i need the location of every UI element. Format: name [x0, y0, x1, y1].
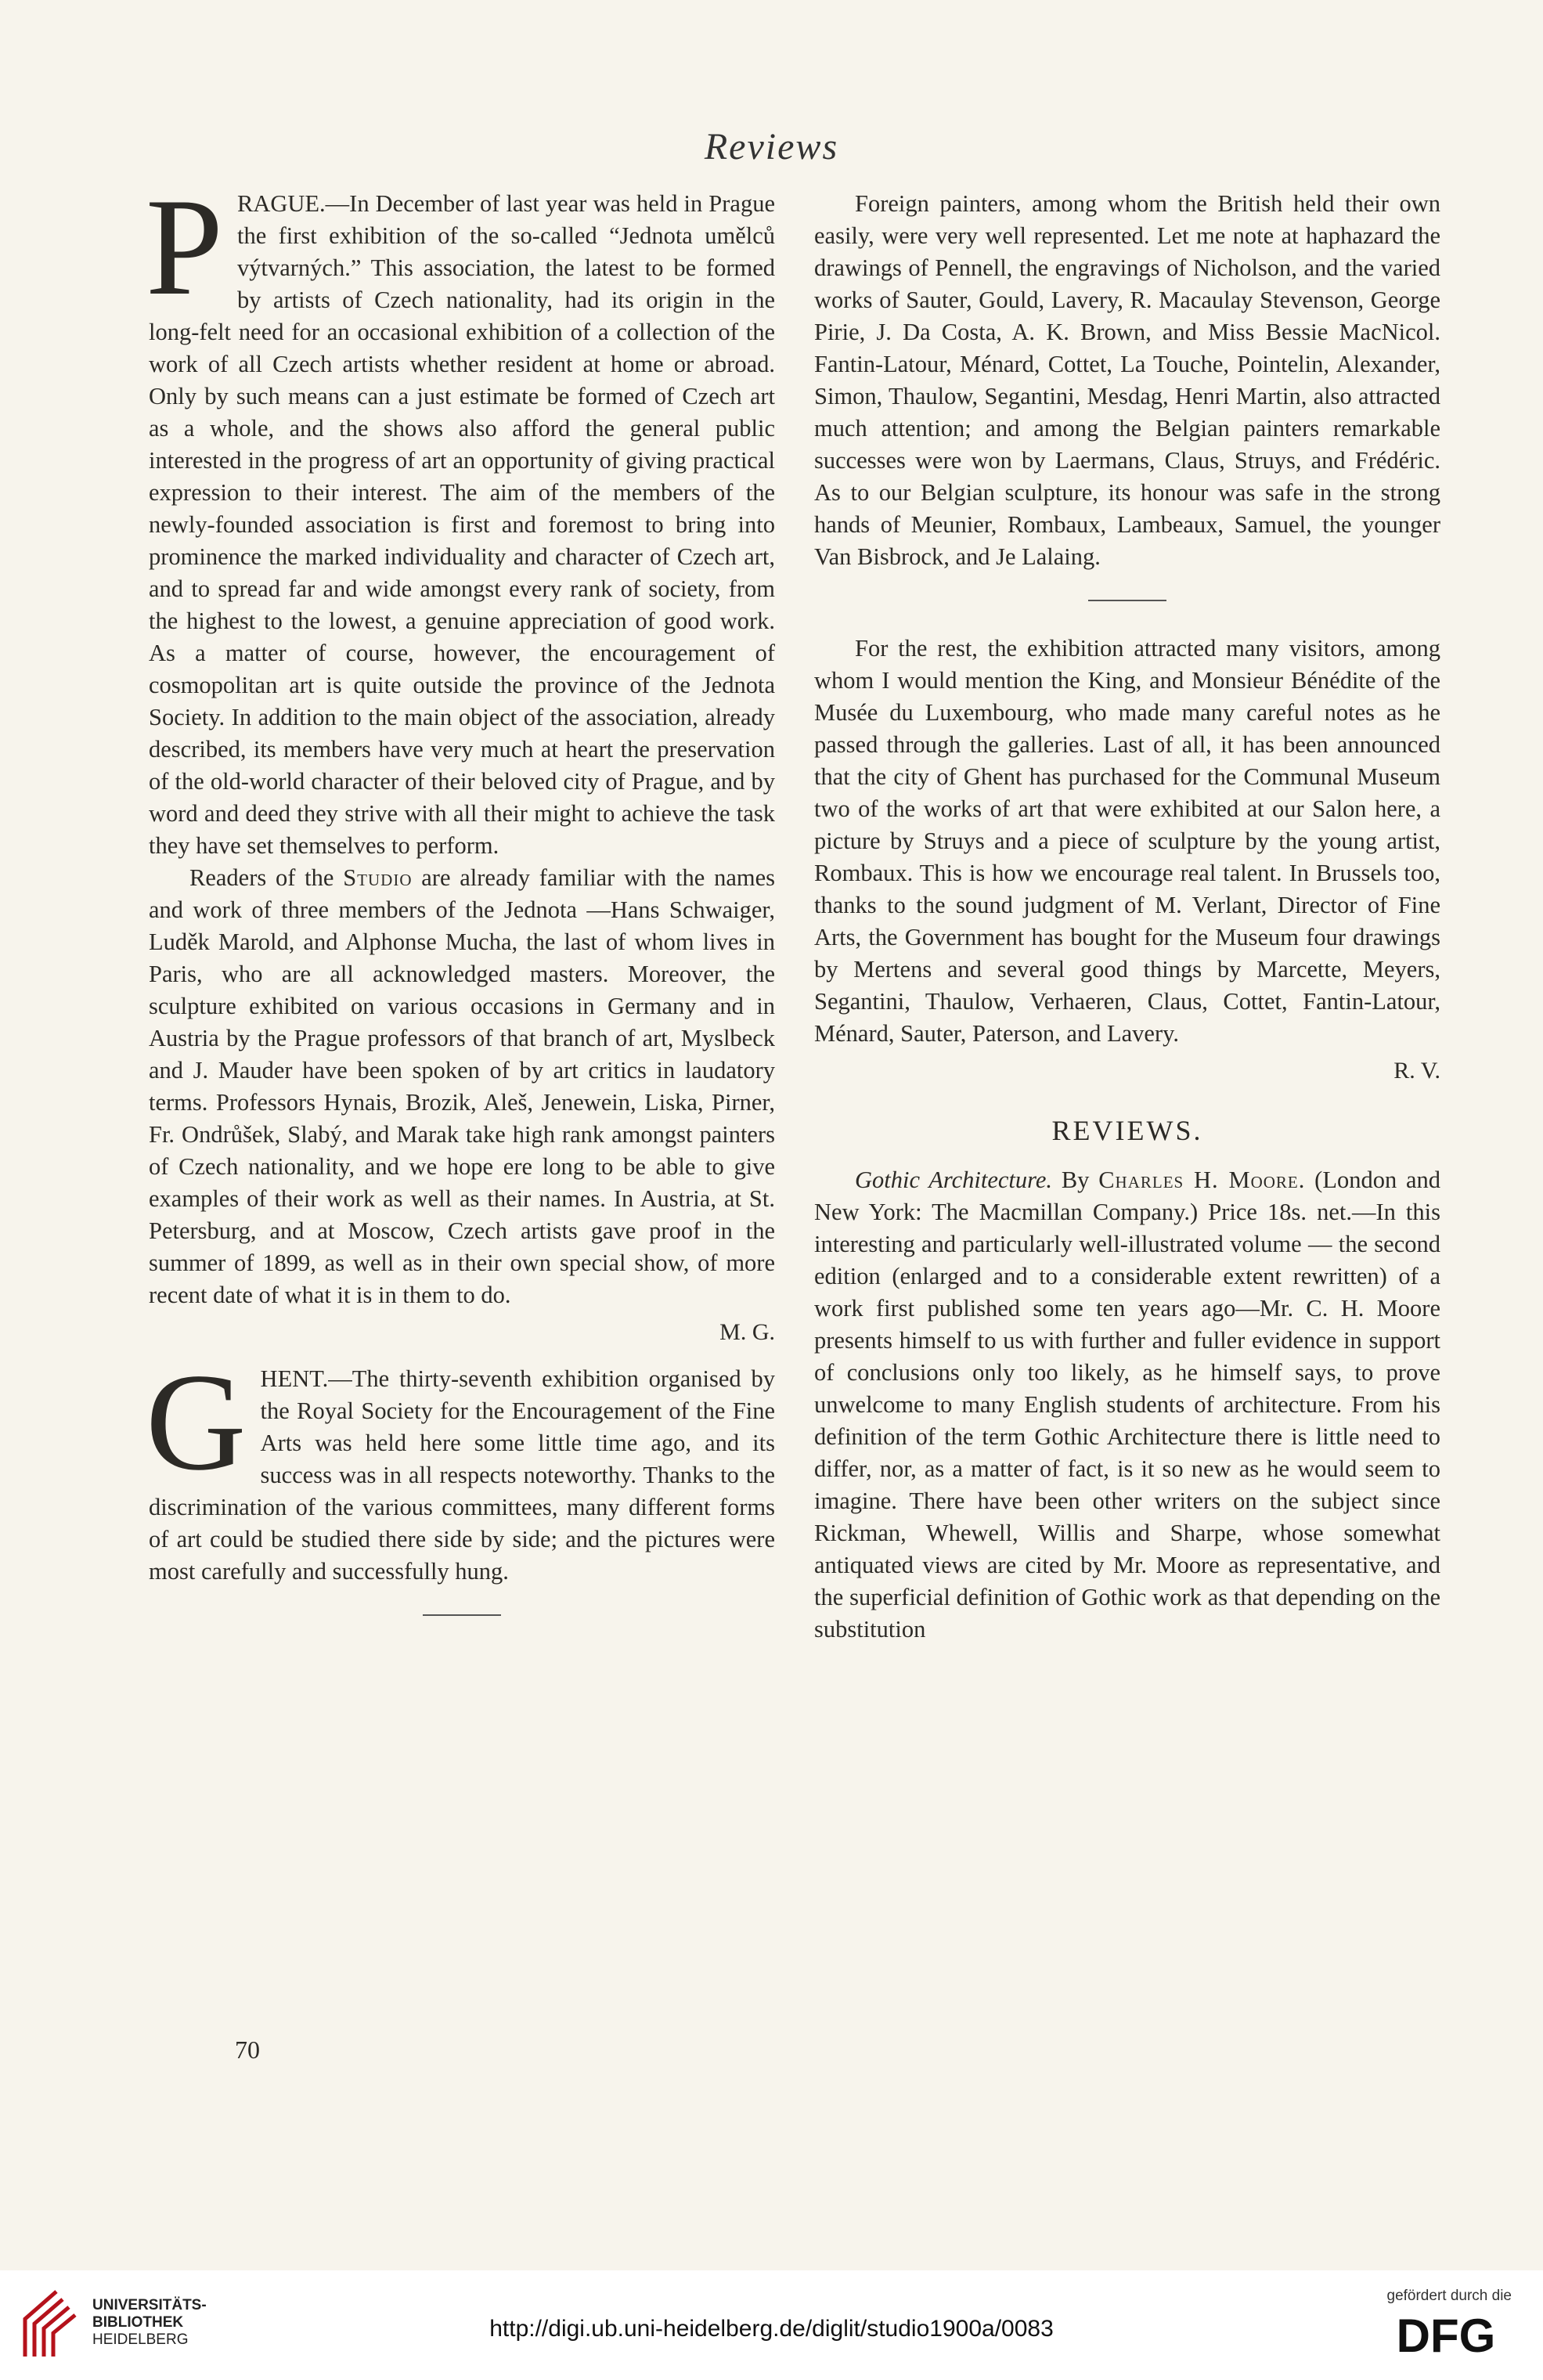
section-divider-right [1088, 600, 1166, 601]
dfg-logo-text: DFG [1396, 2311, 1496, 2358]
prague-text-2a: Readers of the [189, 864, 344, 891]
funding-caption: gefördert durch die [1386, 2288, 1512, 2304]
reviews-heading: REVIEWS. [1051, 1115, 1203, 1146]
section-divider-left [423, 1614, 501, 1616]
ghent-paragraph-2: Foreign painters, among whom the British held their own easily, were very well represented. Let me note at haphazard the drawings of Pennell, the engravings of Nicholson, and the varied works of Sauter, Gould, Lavery, R. Macaulay Stevenson, George Pirie, J. Da Costa, A. K. Brown, and Miss Bessie MacNicol. Fantin-Latour, Ménard, Cottet, La Touche, Pointelin, Alexander, Simon, Thaulow, Segantini, Mesdag, Henri Martin, also attracted much attention; and among the Belgian painters remarkable successes were won by Laermans, Claus, Struys, and Frédéric. As to our Belgian sculpture, its honour was safe in the strong hands of Meunier, Rombaux, Lambeaux, Samuel, the younger Van Bisbrock, and Je Lalaing. [814, 190, 1440, 570]
prague-signature: M. G. [719, 1319, 775, 1345]
library-line-3: HEIDELBERG [92, 2331, 189, 2348]
review-book-title: Gothic Architecture. [855, 1167, 1053, 1193]
page-number: 70 [235, 2036, 260, 2064]
review-author: Charles H. Moore. [1098, 1167, 1306, 1193]
drop-cap-g: G [146, 1344, 247, 1499]
dfg-logo-icon [1375, 2311, 1516, 2358]
studio-name: Studio [343, 864, 413, 891]
right-column [814, 188, 1440, 1646]
review-by: By [1052, 1167, 1099, 1193]
prague-paragraph-2 [149, 862, 775, 1311]
prague-text-1: RAGUE.—In December of last year was held in Prague the first exhibition of the so-called “Jednota umělců výtvarných.” This association, the latest to be formed by artists of Czech nationality, had its origin in the long-felt need for an occasional exhibition of a collection of the work of all Czech artists whether resident at home or abroad. Only by such means can a just estimate be formed of Czech art as a whole, and the shows also afford the general public interested in the progress of art an opportunity of giving practical expression to their interest. The aim of the members of the newly-founded association is first and foremost to bring into prominence the marked individuality and character of Czech art, and to spread far and wide amongst every rank of society, from the highest to the lowest, a genuine appreciation of good work. As a matter of course, however, the encouragement of cosmopolitan art is quite outside the province of the Jednota Society. In addition to the main object of the association, already described, its members have very much at heart the preservation of the old-world character of their beloved city of Prague, and by word and deed they strive with all their might to achieve the task they have set themselves to perform. [149, 190, 775, 859]
review-paragraph [814, 1164, 1440, 1646]
prague-paragraph-1 [146, 169, 775, 862]
ghent-paragraph-3: For the rest, the exhibition attracted many visitors, among whom I would mention the King, and Monsieur Bénédite of the Musée du Luxembourg, who made many careful notes as he passed through the galleries. Last of all, it has been announced that the city of Ghent has purchased for the Communal Museum two of the works of art that were exhibited at our Salon here, a picture by Struys and a piece of sculpture by the young artist, Rombaux. This is how we encourage real talent. In Brussels too, thanks to the sound judgment of M. Verlant, Director of Fine Arts, the Government has bought for the Museum four drawings by Mertens and several good things by Marcette, Meyers, Segantini, Thaulow, Verhaeren, Claus, Cottet, Fantin-Latour, Ménard, Sauter, Paterson, and Lavery. [814, 635, 1440, 1047]
page-header: Reviews [704, 126, 839, 168]
left-column [146, 169, 775, 1647]
library-line-2: BIBLIOTHEK [92, 2314, 184, 2331]
source-url-link[interactable]: http://digi.ub.uni-heidelberg.de/diglit/studio1900a/0083 [489, 2316, 1054, 2342]
review-text: (London and New York: The Macmillan Company.) Price 18s. net.—In this interesting and particularly well-illustrated volume — the second edition (enlarged and to a considerable extent rewritten) of a work first published some ten years ago—Mr. C. H. Moore presents himself to us with further and fuller evidence in support of conclusions only too likely, as he himself says, to prove unwelcome to many English students of architecture. From his definition of the term Gothic Architecture there is little need to differ, nor, as a matter of fact, is it so new as he would seem to imagine. There have been other writers on the subject since Rickman, Whewell, Willis and Sharpe, whose somewhat antiquated views are cited by Mr. Moore as representative, and the superficial definition of Gothic work as that depending on the substitution [814, 1167, 1441, 1643]
drop-cap-p: P [146, 169, 223, 324]
ghent-signature: R. V. [1393, 1058, 1440, 1084]
footer-bar [0, 2270, 1543, 2380]
ghent-text-1: HENT.—The thirty-seventh exhibition organised by the Royal Society for the Encouragement of the Fine Arts was held here some little time ago, and its success was in all respects noteworthy. Thanks to the discrimination of the various committees, many different forms of art could be studied there side by side; and the pictures were most carefully and successfully hung. [149, 1365, 775, 1585]
library-line-1: UNIVERSITÄTS- [92, 2297, 207, 2313]
ghent-paragraph-1 [146, 1344, 775, 1588]
prague-text-2b: are already familiar with the names and work of three members of the Jednota —Hans Schwaiger, Luděk Marold, and Alphonse Mucha, the last of whom lives in Paris, who are all acknowledged masters. Moreover, the sculpture exhibited on various occasions in Germany and in Austria by the Prague professors of that branch of art, Myslbeck and J. Mauder have been spoken of by art critics in laudatory terms. Professors Hynais, Brozik, Aleš, Jenewein, Liska, Pirner, Fr. Ondrůšek, Slabý, and Marak take high rank amongst painters of Czech nationality, and we hope ere long to be able to give examples of their work as well as their names. In Austria, at St. Petersburg, and at Moscow, Czech artists gave proof in the summer of 1899, as well as in their own special show, of more recent date of what it is in them to do. [149, 864, 775, 1308]
